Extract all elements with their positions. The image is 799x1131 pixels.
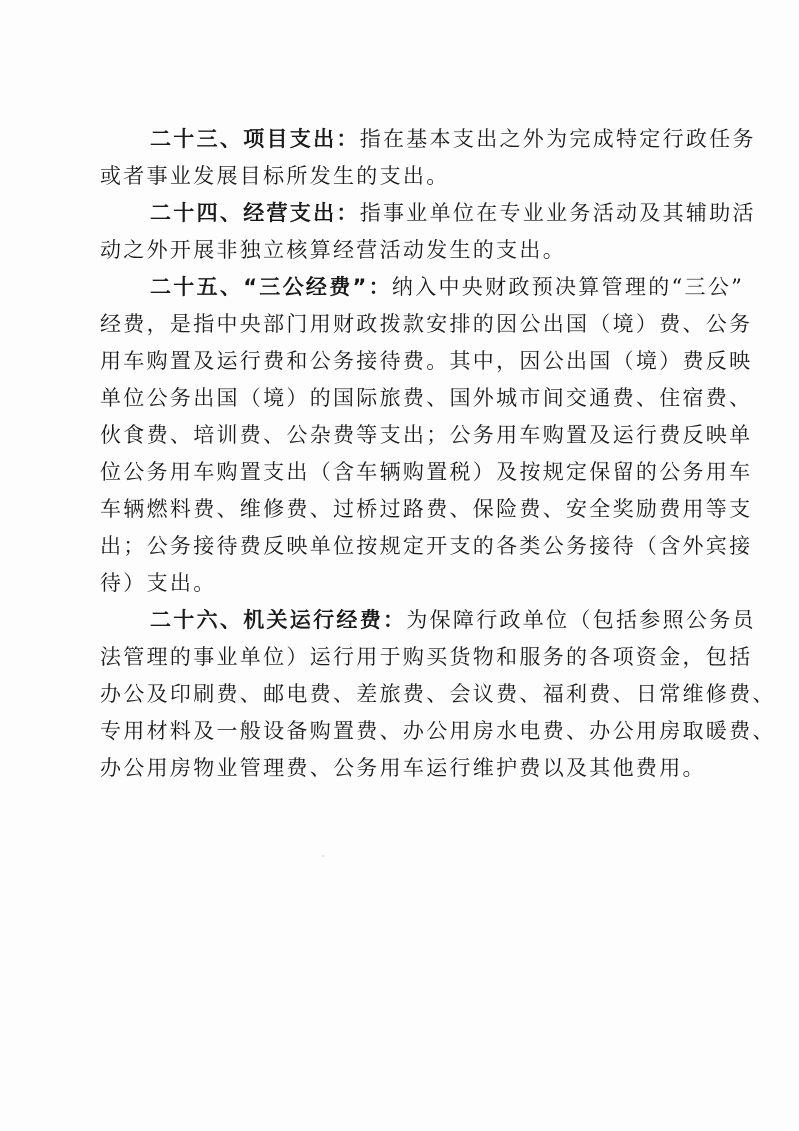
paragraph-item-25 xyxy=(100,269,753,602)
paragraph-line-first xyxy=(100,121,756,158)
paragraph-line-first xyxy=(100,195,756,232)
paragraph-line: 或者事业发展目标所发生的支出。 xyxy=(100,164,450,188)
paragraph-line-first xyxy=(100,269,745,306)
paragraph-line: 车辆燃料费、维修费、过桥过路费、保险费、安全奖励费用等支 xyxy=(100,497,753,521)
paragraph-line: 经费，是指中央部门用财政拨款安排的因公出国（境）费、公务 xyxy=(100,312,753,336)
paragraph-line: 动之外开展非独立核算经营活动发生的支出。 xyxy=(100,238,566,262)
paragraph-line: 单位公务出国（境）的国际旅费、国外城市间交通费、住宿费、 xyxy=(100,386,753,410)
paragraph-item-24 xyxy=(100,195,756,269)
paragraph-line: 用车购置及运行费和公务接待费。其中，因公出国（境）费反映 xyxy=(100,349,753,373)
paragraph-item-23 xyxy=(100,121,756,195)
paragraph-line: 专用材料及一般设备购置费、办公用房水电费、办公用房取暖费、 xyxy=(100,719,776,743)
paragraph-text: 为保障行政单位（包括参照公务员 xyxy=(406,608,756,632)
paragraph-line: 法管理的事业单位）运行用于购买货物和服务的各项资金，包括 xyxy=(100,645,753,669)
paragraph-line-first xyxy=(100,602,756,639)
paragraph-line: 办公及印刷费、邮电费、差旅费、会议费、福利费、日常维修费、 xyxy=(100,682,776,706)
paragraph-item-26 xyxy=(100,602,776,787)
paragraph-line: 待）支出。 xyxy=(100,571,217,595)
paragraph-line: 办公用房物业管理费、公务用车运行维护费以及其他费用。 xyxy=(100,756,706,780)
term-label: 二十四、经营支出： xyxy=(150,201,360,225)
paragraph-text: 纳入中央财政预决算管理的“三公” xyxy=(391,275,745,299)
paragraph-line: 位公务用车购置支出（含车辆购置税）及按规定保留的公务用车 xyxy=(100,460,753,484)
term-label: 二十三、项目支出： xyxy=(150,127,360,151)
paragraph-text: 指在基本支出之外为完成特定行政任务 xyxy=(359,127,756,151)
term-label: 二十六、机关运行经费： xyxy=(150,608,407,632)
document-body xyxy=(100,121,776,787)
term-label: 二十五、“三公经费”： xyxy=(150,275,392,299)
scan-speck xyxy=(322,855,324,857)
paragraph-line: 出；公务接待费反映单位按规定开支的各类公务接待（含外宾接 xyxy=(100,534,753,558)
paragraph-text: 指事业单位在专业业务活动及其辅助活 xyxy=(359,201,756,225)
paragraph-line: 伙食费、培训费、公杂费等支出；公务用车购置及运行费反映单 xyxy=(100,423,753,447)
